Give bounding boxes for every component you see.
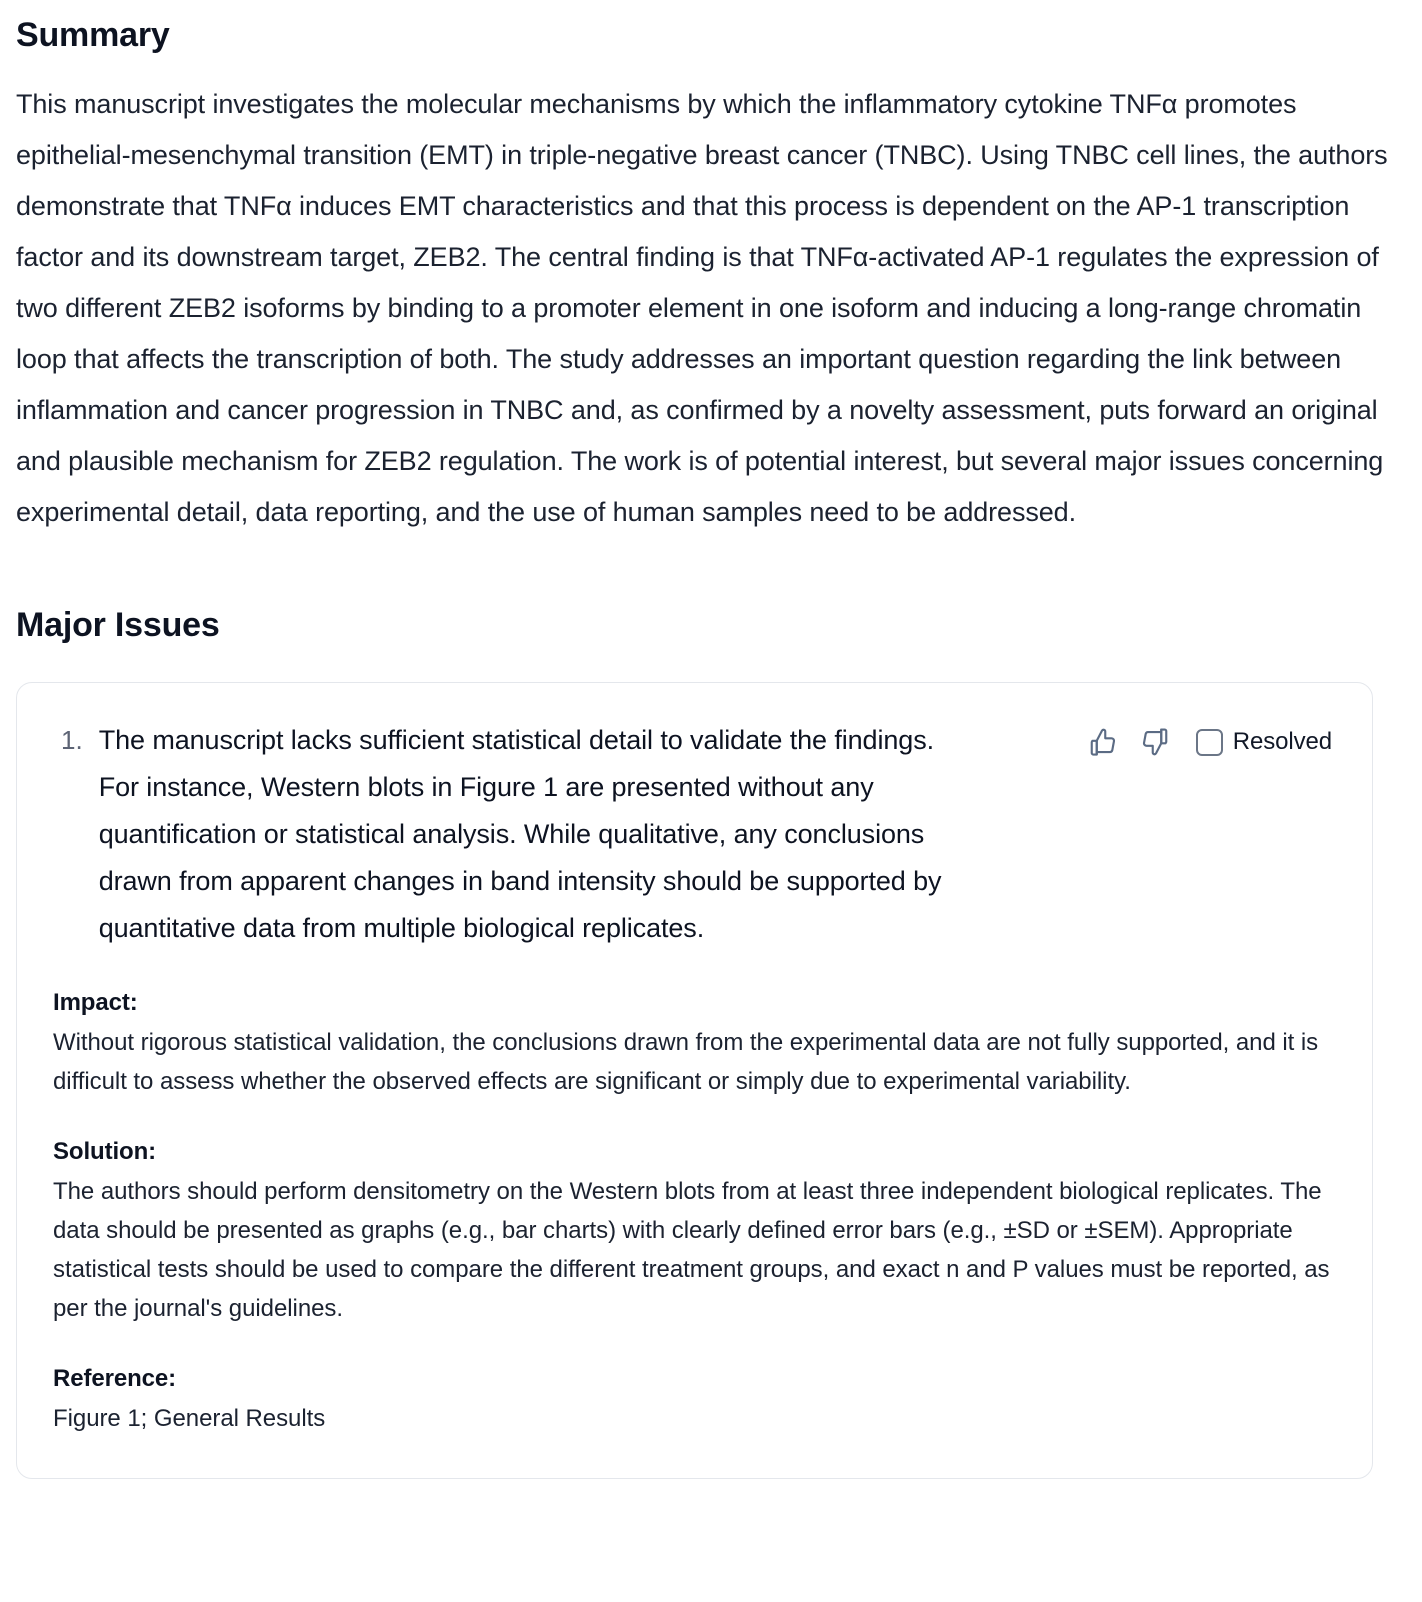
solution-block	[51, 1134, 1332, 1328]
issue-header-row	[51, 717, 1332, 952]
reference-label: Reference:	[53, 1365, 177, 1392]
issue-title: The manuscript lacks sufficient statistical detail to validate the findings. For instance, Western blots in Figure 1 are presented without any quantification or statistical analysis. While qualitative, any conclusions drawn from apparent changes in band intensity should be supported by quantitative data from multiple biological replicates.	[98, 725, 942, 943]
reference-block	[51, 1361, 1332, 1438]
impact-label: Impact:	[53, 989, 138, 1016]
issue-number: 1.	[61, 725, 83, 755]
thumbs-down-button[interactable]	[1138, 725, 1172, 759]
issue-text-group	[51, 717, 981, 952]
resolved-label: Resolved	[1232, 728, 1332, 755]
resolved-toggle[interactable]	[1196, 728, 1332, 756]
issue-card	[16, 682, 1373, 1479]
solution-body: The authors should perform densitometry on the Western blots from at least three independent biological replicates. The data should be presented as graphs (e.g., bar charts) with clearly defined error bars (e.g., ±SD or ±SEM). Appropriate statistical tests should be used to compare the different treatment groups, and exact n and P values must be reported, as per the journal's guidelines.	[53, 1178, 1330, 1322]
major-issues-heading: Major Issues	[16, 605, 220, 644]
issue-actions	[1086, 717, 1332, 759]
reference-body: Figure 1; General Results	[53, 1405, 326, 1432]
impact-block	[51, 985, 1332, 1101]
summary-heading: Summary	[16, 16, 170, 54]
solution-label: Solution:	[53, 1138, 157, 1165]
thumbs-up-button[interactable]	[1086, 725, 1120, 759]
thumbs-down-icon	[1140, 727, 1170, 757]
impact-body: Without rigorous statistical validation, the conclusions drawn from the experimental data are not fully supported, and it is difficult to assess whether the observed effects are significant or simply due to experimental variability.	[53, 1029, 1319, 1095]
thumbs-up-icon	[1088, 727, 1118, 757]
summary-body-text: This manuscript investigates the molecular mechanisms by which the inflammatory cytokine TNFα promotes epithelial-mesenchymal transition (EMT) in triple-negative breast cancer (TNBC). Using TNBC cell lines, the authors demonstrate that TNFα induces EMT characteristics and that this process is dependent on the AP-1 transcription factor and its downstream target, ZEB2. The central finding is that TNFα-activated AP-1 regulates the expression of two different ZEB2 isoforms by binding to a promoter element in one isoform and inducing a long-range chromatin loop that affects the transcription of both. The study addresses an important question regarding the link between inflammation and cancer progression in TNBC and, as confirmed by a novelty assessment, puts forward an original and plausible mechanism for ZEB2 regulation. The work is of potential interest, but several major issues concerning experimental detail, data reporting, and the use of human samples need to be addressed.	[16, 88, 1388, 527]
resolved-checkbox[interactable]	[1196, 729, 1223, 756]
